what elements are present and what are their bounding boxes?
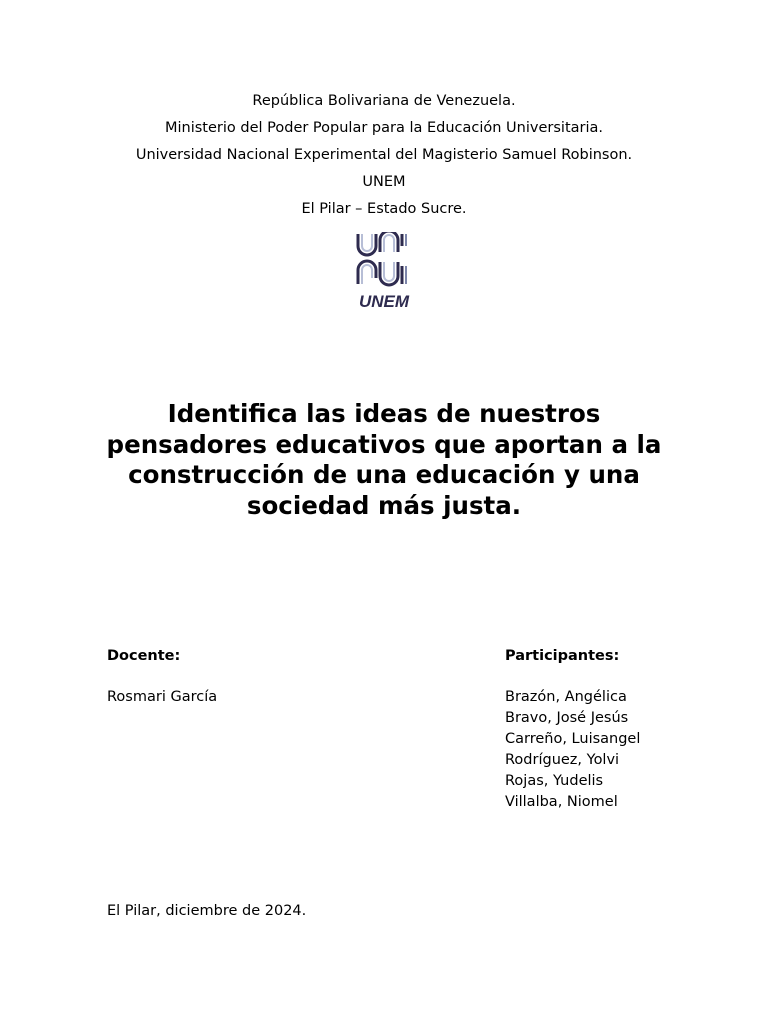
- participantes-section: [505, 646, 640, 813]
- header-line-ministry: Ministerio del Poder Popular para la Educación Universitaria.: [164, 120, 603, 136]
- document-title: Identifica las ideas de nuestros pensadores educativos que aportan a la construcción de una educación y una sociedad más justa.: [106, 399, 662, 520]
- header-line-location: El Pilar – Estado Sucre.: [301, 201, 467, 217]
- place-date: El Pilar, diciembre de 2024.: [107, 903, 307, 919]
- participant-name: Rodríguez, Yolvi: [505, 752, 620, 768]
- unem-logo: [350, 232, 418, 314]
- participant-name: Brazón, Angélica: [505, 689, 627, 705]
- docente-section: [107, 646, 217, 708]
- header-line-country: República Bolivariana de Venezuela.: [252, 93, 516, 109]
- docente-label: Docente:: [107, 648, 181, 664]
- docente-name: Rosmari García: [107, 689, 218, 705]
- logo-text: UNEM: [358, 292, 410, 311]
- participant-name: Carreño, Luisangel: [505, 731, 641, 747]
- participant-name: Rojas, Yudelis: [505, 773, 604, 789]
- participant-name: Villalba, Niomel: [505, 794, 618, 810]
- participantes-label: Participantes:: [505, 648, 620, 664]
- header-line-university: Universidad Nacional Experimental del Magisterio Samuel Robinson.: [135, 147, 633, 163]
- participant-name: Bravo, José Jesús: [505, 710, 629, 726]
- header-line-acronym: UNEM: [362, 174, 406, 190]
- institution-header: [0, 88, 768, 223]
